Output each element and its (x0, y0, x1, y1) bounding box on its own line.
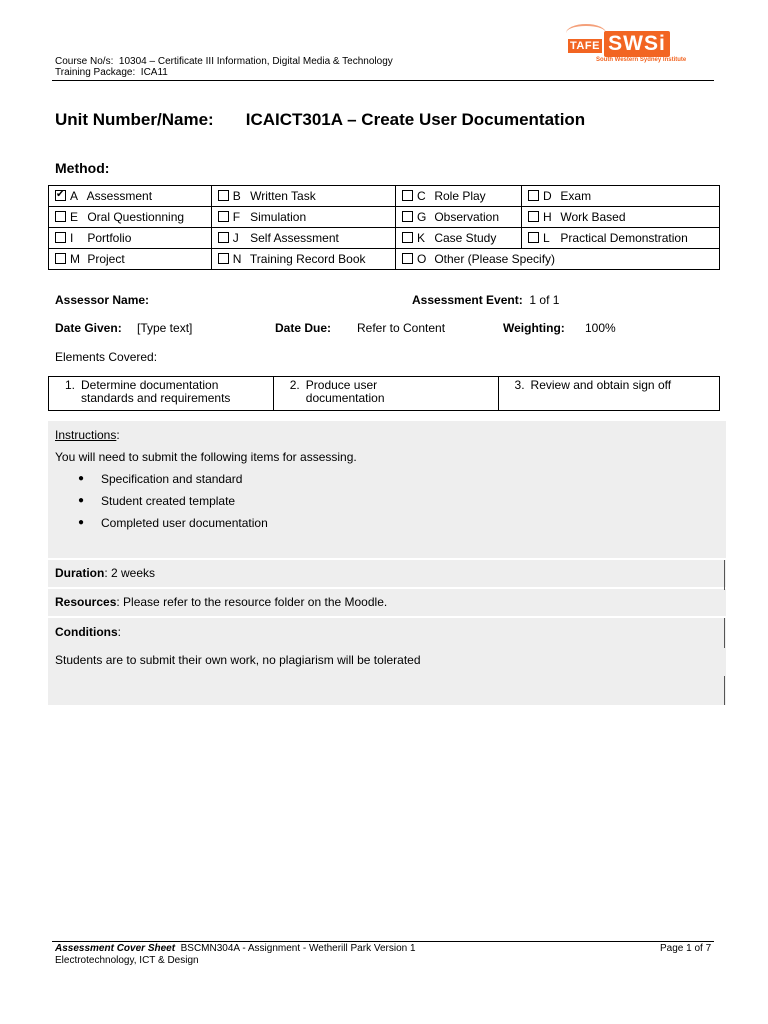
unit-label: Unit Number/Name: (55, 110, 214, 129)
element-number: 1. (64, 378, 75, 392)
method-row (49, 249, 720, 270)
method-option[interactable] (49, 228, 212, 249)
element-text-line: Produce user (305, 378, 378, 392)
element-text-line: Determine documentation (81, 378, 219, 392)
checkbox-icon[interactable] (528, 190, 539, 201)
method-option-code: I (70, 231, 74, 245)
method-row (49, 228, 720, 249)
checkbox-icon[interactable] (402, 211, 413, 222)
method-table (48, 185, 720, 270)
unit-title (55, 110, 585, 130)
method-option-code: D (543, 189, 552, 203)
checkbox-icon[interactable] (402, 253, 413, 264)
method-option[interactable] (395, 207, 521, 228)
footer-divider (52, 941, 714, 942)
element-number: 2. (289, 378, 300, 392)
logo-swsi: SWSi (604, 31, 670, 57)
checkbox-icon[interactable] (218, 211, 229, 222)
method-option[interactable] (395, 249, 719, 270)
checkbox-icon[interactable] (218, 232, 229, 243)
method-option-code: N (232, 252, 242, 266)
assessment-event-label: Assessment Event: (412, 293, 523, 307)
checkbox-icon[interactable] (402, 232, 413, 243)
method-option-code: M (70, 252, 80, 266)
element-text-line: standards and requirements (81, 391, 231, 405)
method-option[interactable] (211, 207, 395, 228)
method-option[interactable] (211, 249, 395, 270)
method-option-label: Training Record Book (249, 252, 366, 266)
method-option-code: F (232, 210, 241, 224)
course-value: 10304 – Certificate III Information, Digital Media & Technology (118, 56, 393, 67)
method-option[interactable] (49, 186, 212, 207)
logo-tafe: TAFE (570, 40, 600, 52)
logo-subtitle: South Western Sydney Institute (596, 57, 687, 63)
footer-sheet-info: BSCMN304A - Assignment - Wetherill Park Version 1 (180, 943, 416, 954)
checkbox-icon[interactable] (55, 253, 66, 264)
assessor-name-label: Assessor Name: (55, 293, 150, 307)
method-option-code: J (232, 231, 239, 245)
date-due-label: Date Due: (275, 321, 332, 335)
method-option-label: Self Assessment (250, 231, 339, 245)
bullet-icon: ● (78, 473, 85, 484)
method-option-code: G (416, 210, 427, 224)
checkbox-icon[interactable] (218, 190, 229, 201)
instructions-label-suffix: : (116, 428, 120, 442)
method-option-label: Written Task (250, 189, 316, 203)
duration-line (55, 566, 155, 580)
method-option-code: O (416, 252, 427, 266)
method-option[interactable] (211, 186, 395, 207)
method-option[interactable] (395, 228, 521, 249)
method-option-label: Project (87, 252, 125, 266)
method-option-code: L (543, 231, 550, 245)
instructions-label: Instructions (55, 428, 117, 442)
method-option-label: Simulation (250, 210, 307, 224)
date-due-value: Refer to Content (357, 321, 446, 335)
method-option[interactable] (211, 228, 395, 249)
instructions-panel (48, 421, 726, 558)
method-option-label: Role Play (434, 189, 486, 203)
method-row (49, 207, 720, 228)
right-border-line (724, 676, 725, 705)
method-option-label: Practical Demonstration (560, 231, 688, 245)
assessment-event-value: 1 of 1 (529, 293, 560, 307)
conditions-value: : (117, 625, 121, 639)
checkbox-icon[interactable] (55, 232, 66, 243)
element-text (306, 379, 385, 405)
method-heading: Method: (55, 160, 110, 176)
resources-label: Resources (55, 595, 117, 609)
checkbox-icon[interactable] (528, 232, 539, 243)
footer-department: Electrotechnology, ICT & Design (55, 955, 199, 966)
resources-line (55, 595, 387, 609)
package-value: ICA11 (140, 67, 168, 78)
method-option-code: C (416, 189, 426, 203)
checkbox-icon[interactable] (402, 190, 413, 201)
weighting-label: Weighting: (503, 321, 565, 335)
instruction-item: Student created template (101, 494, 236, 508)
package-line (55, 67, 168, 79)
element-text (531, 379, 672, 392)
footer-sheet-label: Assessment Cover Sheet (55, 943, 176, 954)
unit-value: ICAICT301A – Create User Documentation (245, 110, 586, 129)
method-option-label: Case Study (434, 231, 497, 245)
element-text (81, 379, 230, 405)
method-option-label: Work Based (560, 210, 626, 224)
bullet-icon: ● (78, 517, 85, 528)
element-text-line: Review and obtain sign off (530, 378, 672, 392)
checkbox-icon[interactable] (55, 211, 66, 222)
element-text-line: documentation (305, 391, 385, 405)
method-option-label: Exam (560, 189, 592, 203)
date-given-value: [Type text] (137, 321, 193, 335)
checkbox-icon[interactable] (528, 211, 539, 222)
method-option[interactable] (522, 228, 720, 249)
method-option-label: Oral Questionning (87, 210, 185, 224)
conditions-text: Students are to submit their own work, no plagiarism will be tolerated (55, 653, 421, 667)
method-option-label: Assessment (86, 189, 153, 203)
checkbox-checked-icon[interactable] (55, 190, 66, 201)
method-option[interactable] (49, 249, 212, 270)
footer-sheet-line (55, 943, 416, 955)
right-border-line (724, 560, 725, 590)
element-cell (273, 377, 498, 411)
checkbox-icon[interactable] (218, 253, 229, 264)
method-option[interactable] (49, 207, 212, 228)
method-option[interactable] (395, 186, 521, 207)
instruction-item: Completed user documentation (101, 516, 268, 530)
date-given-label: Date Given: (55, 321, 122, 335)
elements-table (48, 376, 720, 411)
tafe-swsi-logo (566, 24, 687, 68)
assessment-event (412, 293, 559, 307)
element-number: 3. (514, 378, 525, 392)
method-row (49, 186, 720, 207)
instructions-intro: You will need to submit the following items for assessing. (55, 450, 357, 464)
conditions-label: Conditions (55, 625, 118, 639)
method-option-code: K (416, 231, 425, 245)
method-option-code: E (70, 210, 79, 224)
weighting-value: 100% (585, 321, 616, 335)
method-option-label: Portfolio (87, 231, 132, 245)
footer-page-number: Page 1 of 7 (660, 943, 712, 954)
package-label: Training Package: (55, 67, 136, 78)
right-border-line (724, 618, 725, 648)
method-option-label: Observation (434, 210, 500, 224)
conditions-line (55, 625, 121, 639)
element-cell (49, 377, 274, 411)
method-option[interactable] (522, 186, 720, 207)
resources-value: : Please refer to the resource folder on the Moodle. (116, 595, 388, 609)
course-label: Course No/s: (55, 56, 114, 67)
duration-label: Duration (55, 566, 105, 580)
bullet-icon: ● (78, 495, 85, 506)
method-option-code: A (70, 189, 79, 203)
element-cell (498, 377, 719, 411)
method-option[interactable] (522, 207, 720, 228)
instruction-item: Specification and standard (101, 472, 243, 486)
method-option-code: H (543, 210, 552, 224)
elements-covered-label: Elements Covered: (55, 350, 158, 364)
method-option-code: B (232, 189, 241, 203)
duration-value: : 2 weeks (104, 566, 156, 580)
instructions-heading (55, 428, 120, 442)
header-divider (52, 80, 714, 81)
method-option-label: Other (Please Specify) (434, 252, 556, 266)
